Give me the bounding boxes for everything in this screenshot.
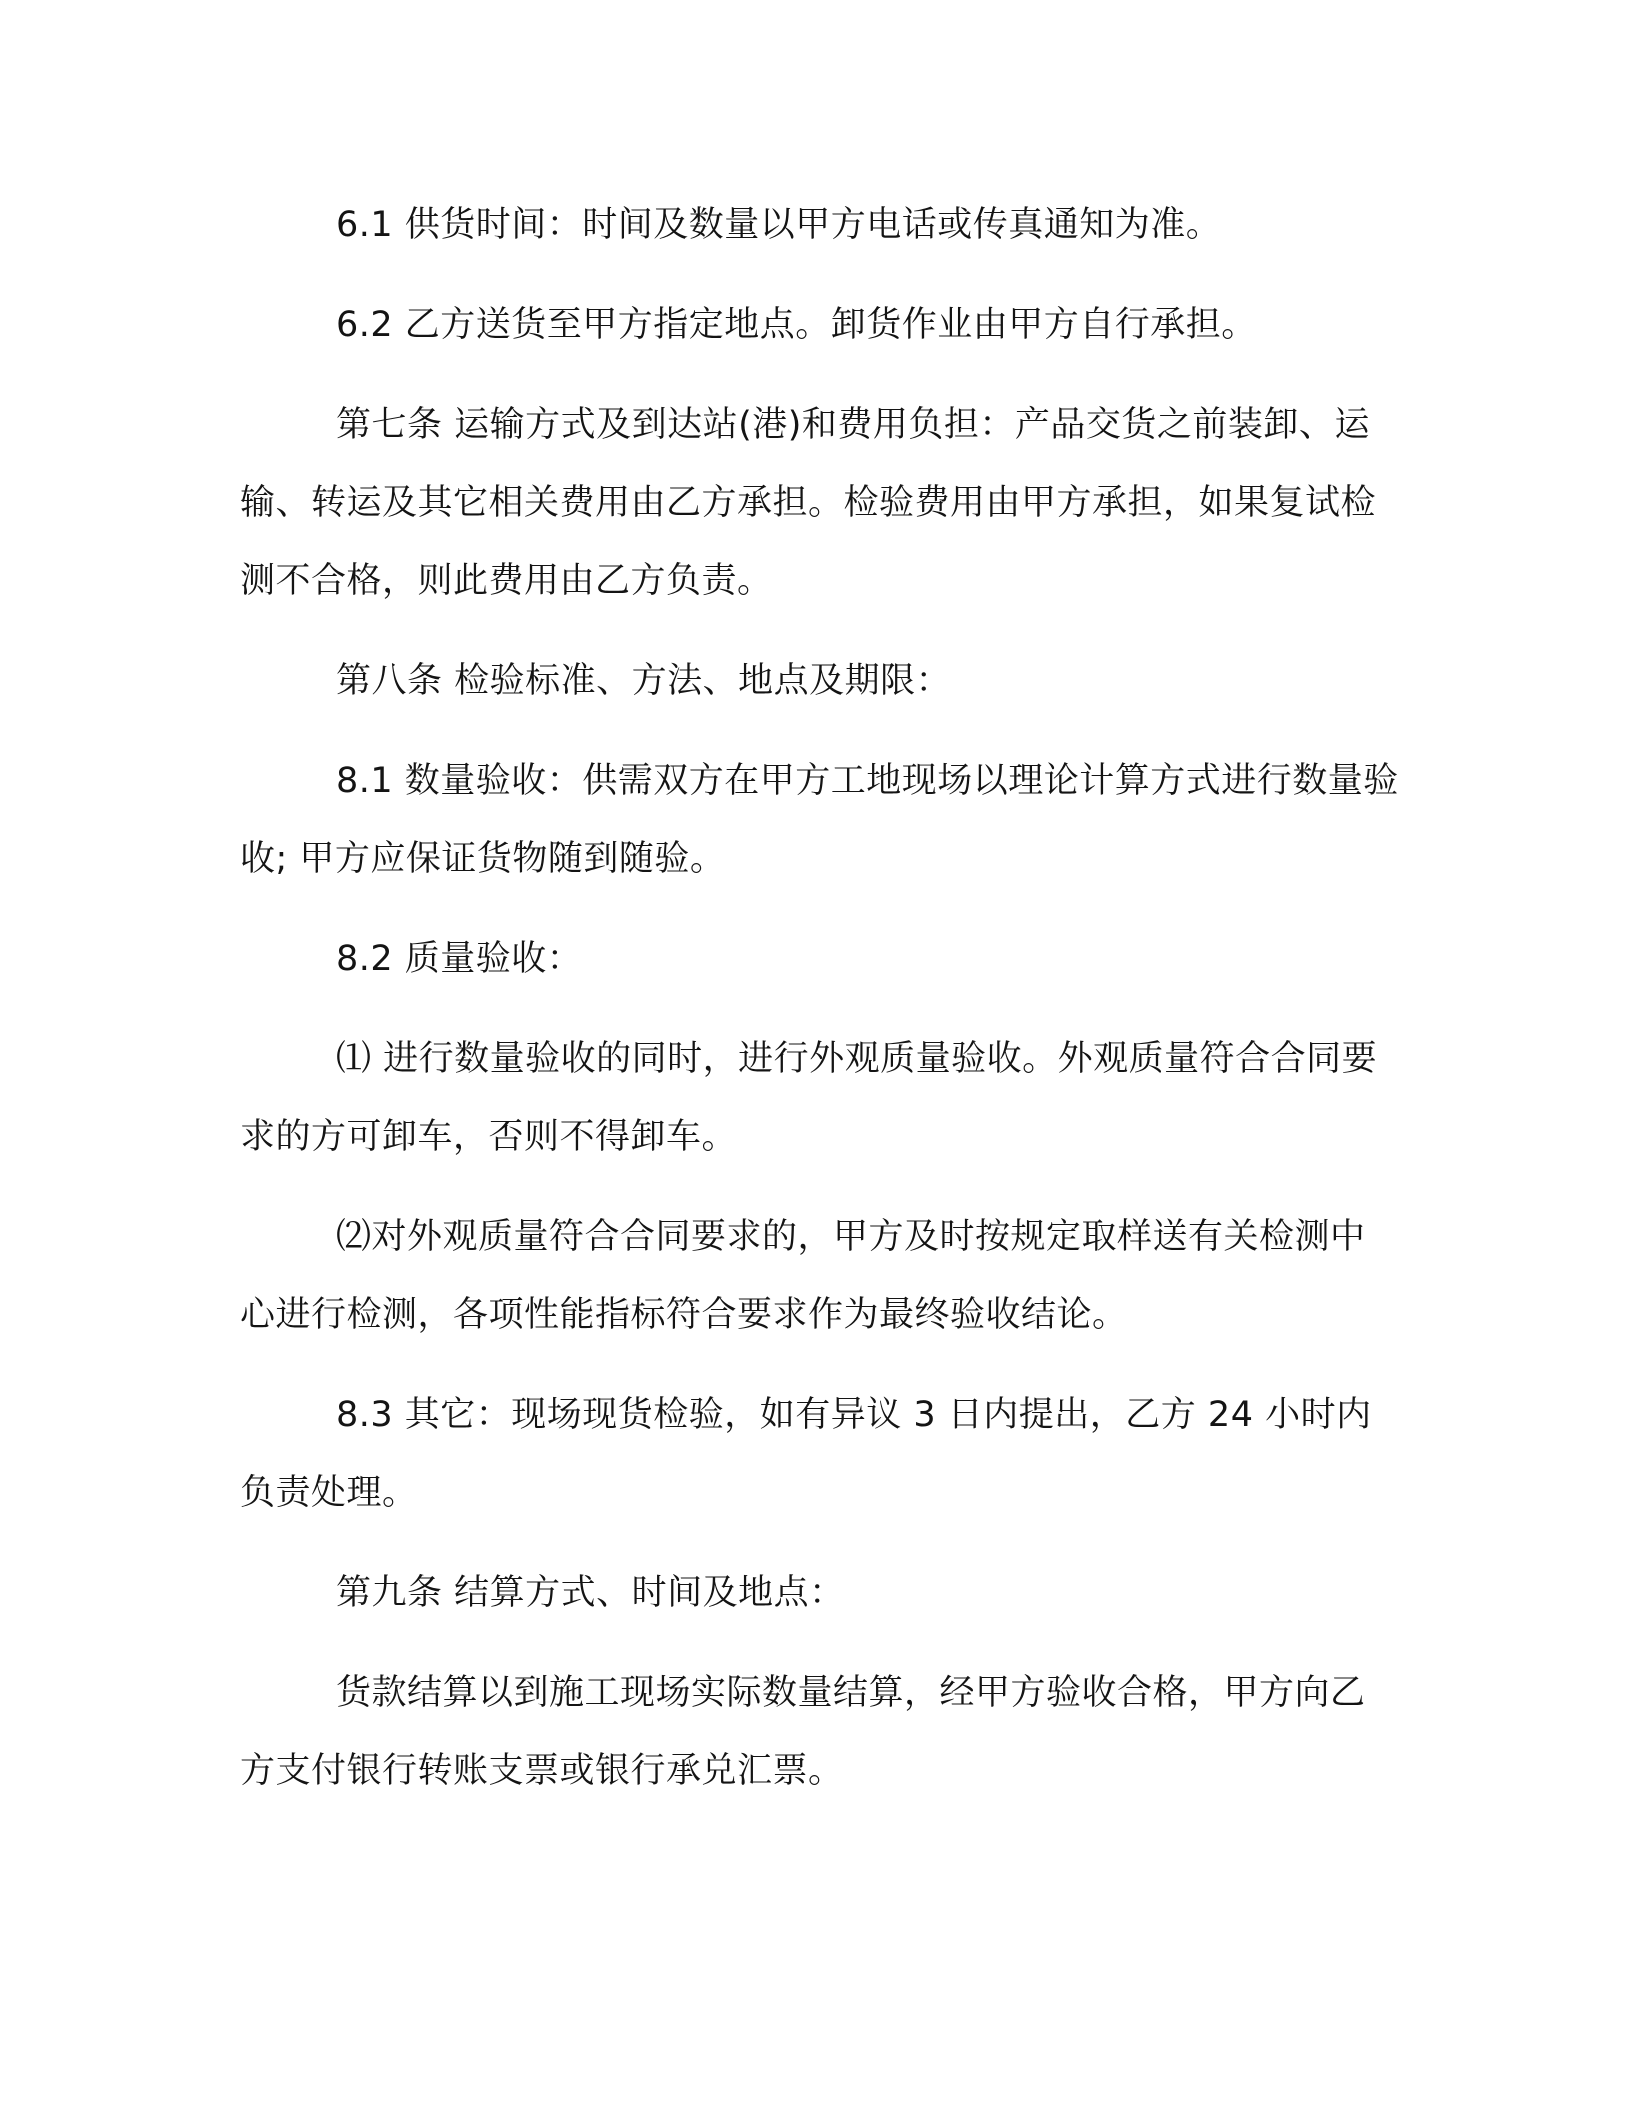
paragraph-payment: 货款结算以到施工现场实际数量结算，经甲方验收合格，甲方向乙方支付银行转账支票或银行承兑汇票。 [240, 1673, 1366, 1791]
paragraph-8-2: 8.2 质量验收： [336, 939, 583, 979]
paragraph-article-7: 第七条 运输方式及到达站(港)和费用负担：产品交货之前装卸、运输、转运及其它相关费用由乙方承担。检验费用由甲方承担，如果复试检测不合格，则此费用由乙方负责。 [240, 405, 1377, 601]
document-page [240, 186, 1400, 1832]
paragraph-8-2-item-1: ⑴ 进行数量验收的同时，进行外观质量验收。外观质量符合合同要求的方可卸车，否则不得卸车。 [240, 1039, 1378, 1157]
paragraph-article-8: 第八条 检验标准、方法、地点及期限： [336, 661, 952, 701]
paragraph-8-1: 8.1 数量验收：供需双方在甲方工地现场以理论计算方式进行数量验收; 甲方应保证货物随到随验。 [240, 761, 1399, 879]
paragraph-article-9: 第九条 结算方式、时间及地点： [336, 1573, 845, 1613]
paragraph-8-2-item-2: ⑵对外观质量符合合同要求的，甲方及时按规定取样送有关检测中心进行检测，各项性能指标符合要求作为最终验收结论。 [240, 1217, 1366, 1335]
paragraph-8-3: 8.3 其它：现场现货检验，如有异议 3 日内提出，乙方 24 小时内负责处理。 [240, 1395, 1372, 1513]
paragraph-6-2: 6.2 乙方送货至甲方指定地点。卸货作业由甲方自行承担。 [336, 305, 1257, 345]
paragraph-6-1: 6.1 供货时间：时间及数量以甲方电话或传真通知为准。 [336, 205, 1222, 245]
